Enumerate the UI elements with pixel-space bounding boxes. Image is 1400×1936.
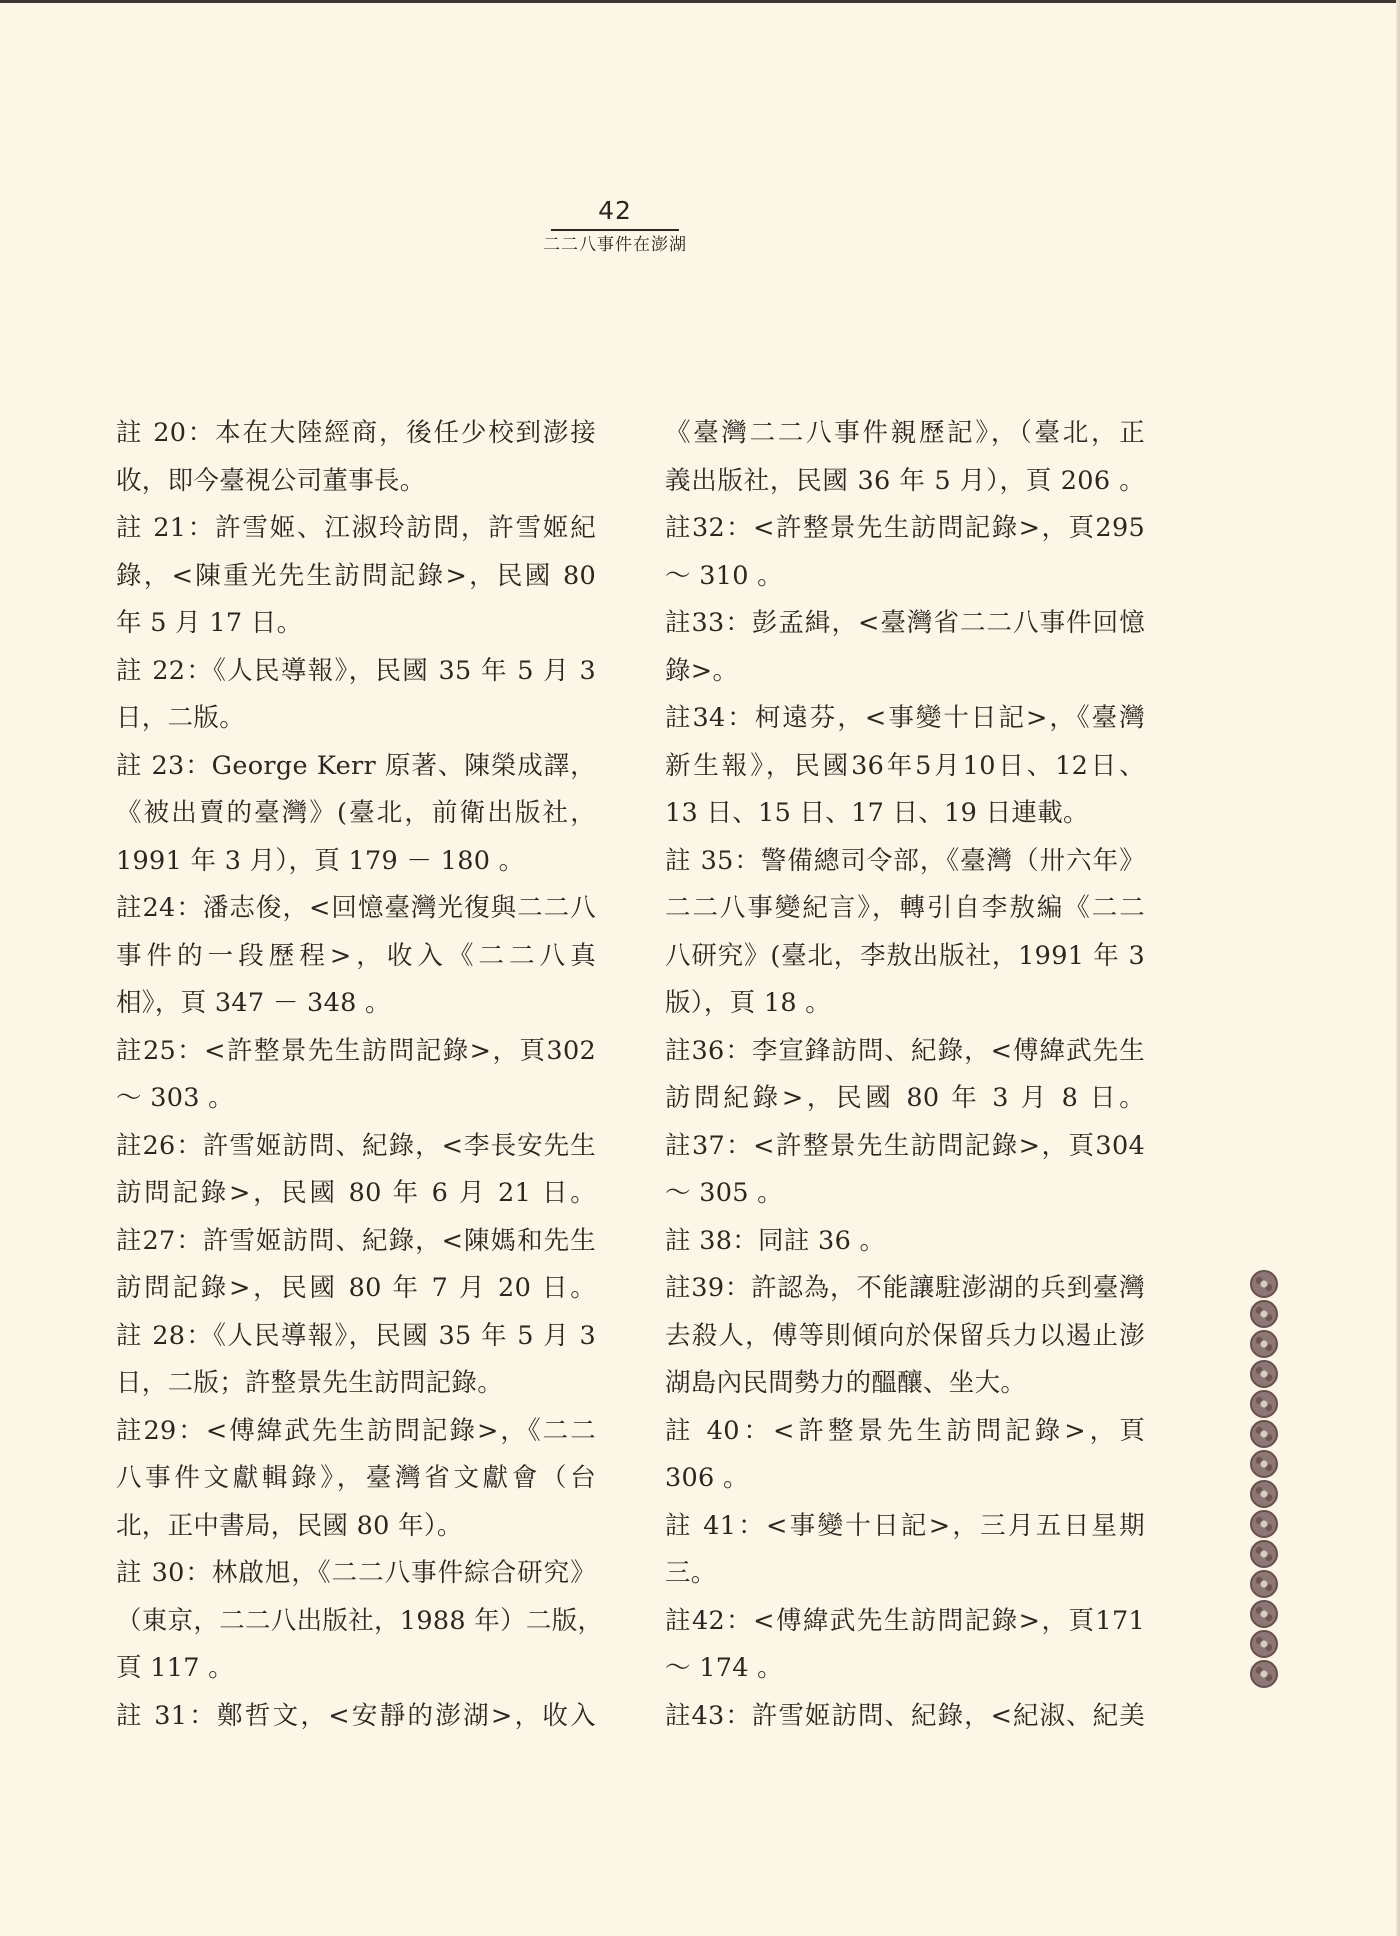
footnotes-right-column [665, 410, 1145, 1740]
footnote-line: 註 30：林啟旭，《二二八事件綜合研究》 [116, 1558, 596, 1588]
footnote-line: 湖島內民間勢力的醞釀、坐大。 [665, 1368, 1027, 1398]
footnote-line: 註37：<許整景先生訪問記錄>，頁304 [665, 1130, 1145, 1161]
footnote-line: 三。 [665, 1558, 717, 1588]
footnote-line: （東京，二二八出版社，1988 年）二版， [116, 1605, 604, 1636]
seal-icon [1250, 1450, 1278, 1478]
seal-icon [1250, 1270, 1278, 1298]
footnote-line: 註29：<傅緯武先生訪問記錄>，《二二 [116, 1415, 596, 1446]
footnote-line: 註36：李宣鋒訪問、紀錄，<傅緯武先生 [665, 1035, 1145, 1066]
footnote-line: 註 35：警備總司令部，《臺灣（卅六年》 [665, 845, 1145, 876]
footnote-line: 註 28：《人民導報》，民國 35 年 5 月 3 [116, 1320, 596, 1351]
footnote-line: 相》，頁 347 － 348 。 [116, 988, 391, 1018]
footnote-line: 13 日、15 日、17 日、19 日連載。 [665, 798, 1089, 828]
footnote-line: 訪問記錄>，民國 80 年 7 月 20 日。 [116, 1273, 596, 1303]
footnote-line: 頁 117 。 [116, 1653, 234, 1683]
footnote-line: 年 5 月 17 日。 [116, 608, 303, 638]
footnote-line: 1991 年 3 月），頁 179 － 180 。 [116, 845, 525, 876]
footnote-line: 註25：<許整景先生訪問記錄>，頁302 [116, 1035, 596, 1066]
page-right-edge [1396, 0, 1400, 1936]
footnote-line: 義出版社，民國 36 年 5 月），頁 206 。 [665, 465, 1145, 496]
seal-icon [1250, 1330, 1278, 1358]
footnote-line: 註42：<傅緯武先生訪問記錄>，頁171 [665, 1605, 1145, 1636]
book-title: 二二八事件在澎湖 [543, 235, 687, 255]
footnote-line: ～ 174 。 [665, 1653, 783, 1683]
footnote-line: 《被出賣的臺灣》(臺北，前衛出版社， [116, 798, 596, 828]
footnote-line: 306 。 [665, 1463, 749, 1493]
page-top-edge [0, 0, 1400, 3]
footnote-line: 註 20：本在大陸經商，後任少校到澎接 [116, 418, 596, 448]
footnote-line: 註 38：同註 36 。 [665, 1225, 886, 1256]
footnote-line: 註39：許認為，不能讓駐澎湖的兵到臺灣 [665, 1273, 1145, 1303]
footnote-line: 八研究》(臺北，李敖出版社，1991 年 3 [665, 940, 1145, 971]
seal-icon [1250, 1600, 1278, 1628]
footnote-line: 版），頁 18 。 [665, 988, 832, 1018]
footnote-line: 註33：彭孟緝，<臺灣省二二八事件回憶 [665, 608, 1145, 638]
footnote-line: 去殺人，傅等則傾向於保留兵力以遏止澎 [665, 1320, 1145, 1351]
footnote-line: 訪問紀錄>，民國 80 年 3 月 8 日。 [665, 1083, 1145, 1113]
footnote-line: 註32：<許整景先生訪問記錄>，頁295 [665, 513, 1145, 543]
footnote-line: 北，正中書局，民國 80 年）。 [116, 1510, 463, 1541]
seal-icon [1250, 1660, 1278, 1688]
footnote-line: 錄>。 [665, 655, 739, 686]
footnote-line: 註24：潘志俊，<回憶臺灣光復與二二八 [116, 893, 596, 923]
header-rule [551, 229, 679, 231]
seal-icon [1250, 1630, 1278, 1658]
footnote-line: 註 40：<許整景先生訪問記錄>，頁 [665, 1415, 1145, 1446]
footnote-line: 八事件文獻輯錄》，臺灣省文獻會（台 [116, 1463, 596, 1493]
footnote-line: 日，二版；許整景先生訪問記錄。 [116, 1368, 504, 1398]
footnote-line: 註 21：許雪姬、江淑玲訪問，許雪姬紀 [116, 513, 596, 543]
footnote-line: 註 31：鄭哲文，<安靜的澎湖>，收入 [116, 1700, 596, 1731]
seal-icon [1250, 1510, 1278, 1538]
seal-icon [1250, 1390, 1278, 1418]
footnote-line: 新生報》，民國36年5月10日、12日、 [665, 750, 1145, 781]
footnote-line: 訪問記錄>，民國 80 年 6 月 21 日。 [116, 1178, 596, 1208]
footnote-line: ～ 305 。 [665, 1178, 783, 1208]
decorative-seal-strip [1250, 1270, 1280, 1690]
footnote-line: 註26：許雪姬訪問、紀錄，<李長安先生 [116, 1130, 596, 1161]
seal-icon [1250, 1480, 1278, 1508]
footnotes-left-column [116, 410, 604, 1740]
page-number: 42 [598, 196, 632, 225]
footnote-line: 《臺灣二二八事件親歷記》，（臺北，正 [665, 418, 1145, 448]
footnote-line: 註43：許雪姬訪問、紀錄，<紀淑、紀美 [665, 1700, 1145, 1731]
footnote-line: ～ 310 。 [665, 560, 783, 591]
seal-icon [1250, 1570, 1278, 1598]
running-header [540, 196, 690, 257]
seal-icon [1250, 1420, 1278, 1448]
seal-icon [1250, 1360, 1278, 1388]
footnote-line: 日，二版。 [116, 703, 246, 733]
footnote-line: 註 23：George Kerr 原著、陳榮成譯， [116, 750, 596, 781]
footnote-line: 註34：柯遠芬，<事變十日記>，《臺灣 [665, 703, 1145, 733]
footnote-line: 註27：許雪姬訪問、紀錄，<陳媽和先生 [116, 1225, 596, 1256]
footnote-line: 錄，<陳重光先生訪問記錄>，民國 80 [116, 560, 596, 591]
footnote-line: 註 41：<事變十日記>，三月五日星期 [665, 1510, 1145, 1541]
footnote-line: 註 22：《人民導報》，民國 35 年 5 月 3 [116, 655, 596, 686]
seal-icon [1250, 1300, 1278, 1328]
footnote-line: 二二八事變紀言》，轉引自李敖編《二二 [665, 893, 1145, 923]
seal-icon [1250, 1540, 1278, 1568]
footnote-line: ～ 303 。 [116, 1083, 234, 1113]
footnote-line: 事件的一段歷程>，收入《二二八真 [116, 940, 596, 971]
footnote-line: 收，即今臺視公司董事長。 [116, 465, 426, 496]
